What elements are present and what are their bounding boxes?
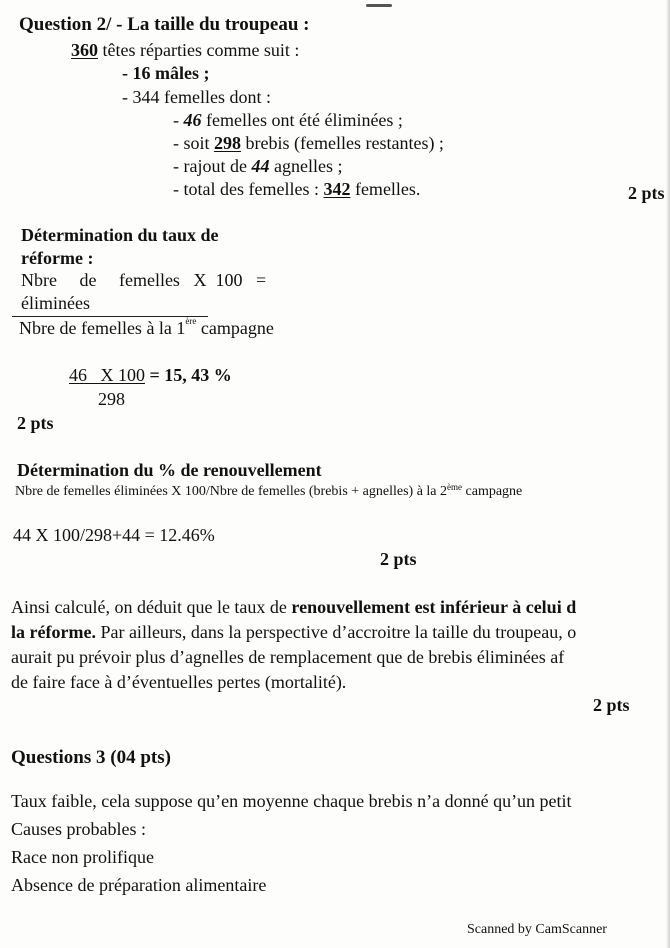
- remaining-line: - soit 298 brebis (femelles restantes) ;: [173, 133, 444, 153]
- points-q2: 2 pts: [628, 183, 665, 203]
- reforme-title-line2: réforme :: [21, 248, 94, 268]
- males-line: - 16 mâles ;: [122, 63, 210, 83]
- points-conclusion: 2 pts: [593, 695, 630, 715]
- reforme-calc-denominator: 298: [98, 389, 125, 409]
- females-line: - 344 femelles dont :: [122, 87, 271, 107]
- reforme-numerator-cont: éliminées: [21, 293, 90, 313]
- scanner-watermark: Scanned by CamScanner: [467, 922, 607, 937]
- conclusion-line1: Ainsi calculé, on déduit que le taux de renouvellement est inférieur à celui d: [11, 597, 577, 617]
- conclusion-line3: aurait pu prévoir plus d’agnelles de remplacement que de brebis éliminées af: [11, 647, 565, 667]
- renouvellement-calculation: 44 X 100/298+44 = 12.46%: [13, 525, 215, 545]
- reforme-title-line1: Détermination du taux de: [21, 225, 219, 245]
- renouvellement-formula: Nbre de femelles éliminées X 100/Nbre de femelles (brebis + agnelles) à la 2ème campagne: [15, 482, 523, 499]
- herd-total-line: 360 têtes réparties comme suit :: [71, 40, 300, 60]
- question-2-title: Question 2/ - La taille du troupeau :: [19, 14, 310, 35]
- q3-line3: Race non prolifique: [11, 847, 154, 867]
- herd-total-number: 360: [71, 40, 98, 60]
- reforme-numerator: Nbre de femelles X 100 =: [21, 270, 267, 290]
- scan-smudge: [366, 4, 392, 7]
- reforme-calculation: 46 X 100 = 15, 43 %: [69, 365, 232, 385]
- q3-line1: Taux faible, cela suppose qu’en moyenne chaque brebis n’a donné qu’un petit: [11, 791, 572, 811]
- points-reforme: 2 pts: [17, 413, 54, 433]
- conclusion-line2: la réforme. Par ailleurs, dans la perspective d’accroitre la taille du troupeau, o: [11, 622, 577, 642]
- total-females-line: - total des femelles : 342 femelles.: [173, 179, 421, 199]
- conclusion-line4: de faire face à d’éventuelles pertes (mortalité).: [11, 672, 347, 692]
- q3-line4: Absence de préparation alimentaire: [11, 875, 267, 895]
- renouvellement-title: Détermination du % de renouvellement: [17, 460, 322, 480]
- q3-line2: Causes probables :: [11, 819, 146, 839]
- lambs-added-line: - rajout de 44 agnelles ;: [173, 156, 343, 176]
- fraction-bar: [12, 316, 208, 317]
- reforme-denominator: Nbre de femelles à la 1ère campagne: [19, 316, 274, 338]
- question-3-title: Questions 3 (04 pts): [11, 747, 171, 768]
- points-renouvellement: 2 pts: [380, 549, 417, 569]
- page-edge-shadow: [666, 0, 670, 948]
- eliminated-line: - 46 femelles ont été éliminées ;: [173, 110, 403, 130]
